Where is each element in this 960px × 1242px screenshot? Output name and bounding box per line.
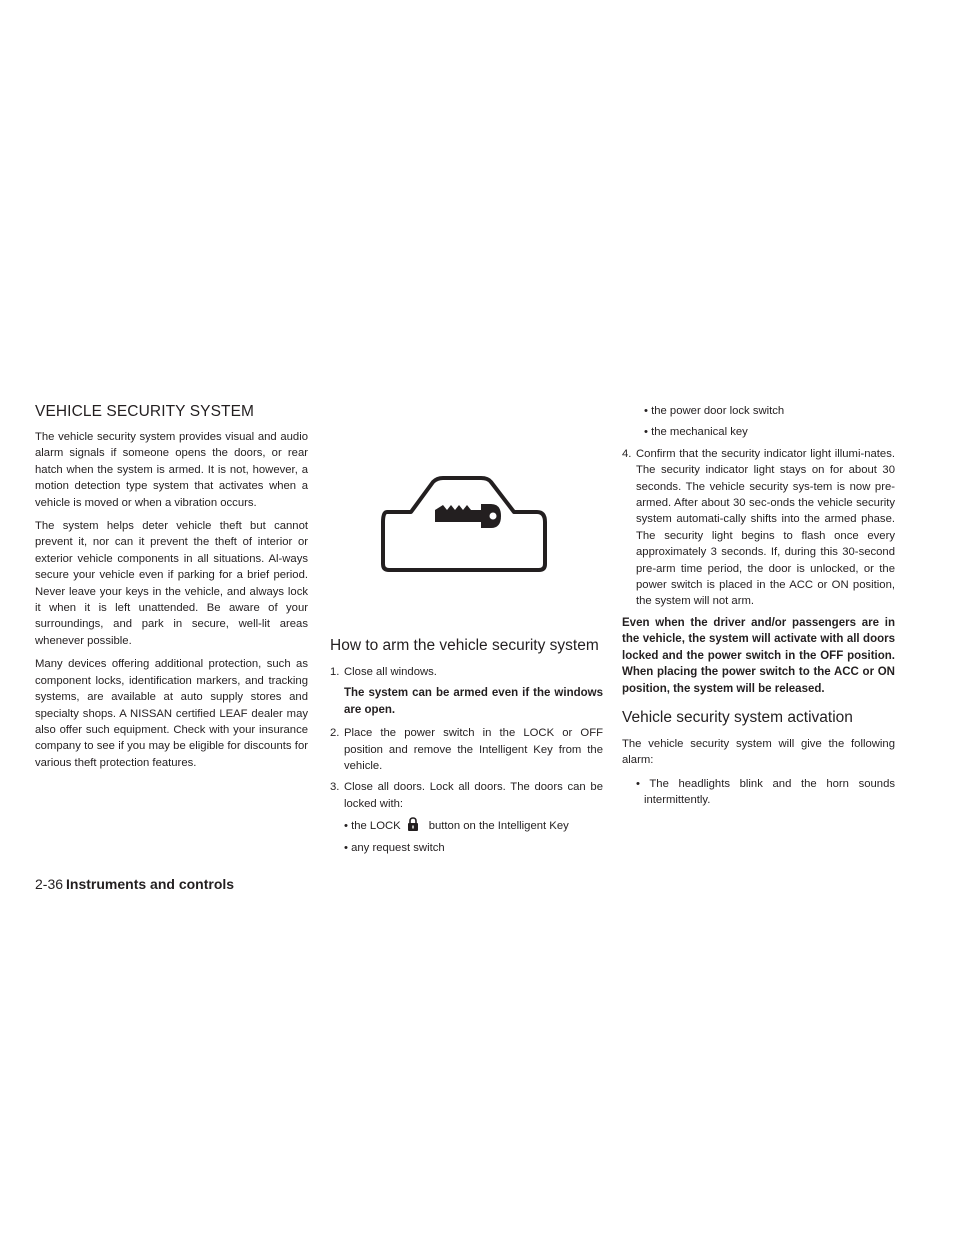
paragraph: Many devices offering additional protection, such as component locks, identification markers, and tracking systems, are available at auto supply stores and specialty shops. A NISSAN certified LEAF dealer may also offer such equipment. Check with your insurance company to see if you may be eligible for discounts for various theft protection features. (35, 658, 308, 769)
step-number: 1. (330, 666, 340, 678)
step-text: Confirm that the security indicator light illumi-nates. The security indicator light stays on for about 30 seconds. The vehicle security sys-tem is now pre-armed. After about 30 sec-onds the vehicle security system automati-cally shifts into the armed phase. The security light begins to flash once every approximately 3 seconds. If, during this 30-second pre-arm time period, the door is unlocked, or the power switch is placed in the ACC or ON position, the system will not arm. (636, 447, 895, 608)
activation-intro: The vehicle security system will give the following alarm: (622, 737, 895, 767)
step-4 (622, 446, 895, 610)
step-number: 4. (622, 447, 632, 460)
bullet-power: • the power door lock switch (644, 405, 785, 417)
step-3 (330, 779, 603, 812)
paragraph: The vehicle security system provides visual and audio alarm signals if someone opens the doors, or rear hatch when the system is armed. It is not, however, a motion detection type system that activates when a vehicle is moved or when a vibration occurs. (35, 431, 308, 509)
step-text: Close all doors. Lock all doors. The doors can be locked with: (344, 781, 603, 810)
warning-text: Even when the driver and/or passengers are in the vehicle, the system will activate with all doors locked and the power switch in the OFF position. When placing the power switch to the ACC or ON position, the system will be released. (622, 616, 895, 695)
paragraph: The system helps deter vehicle theft but cannot prevent it, nor can it prevent the theft of interior or exterior vehicle components in all situations. Al-ways secure your vehicle even if parking for a brief period. Never leave your keys in the vehicle, and always lock it when it is left unattended. Be aware of your surroundings, and park in secure, well-lit areas whenever possible. (35, 520, 308, 647)
step-number: 2. (330, 727, 340, 740)
column-1 (35, 403, 308, 778)
column-3 (622, 403, 895, 814)
bullet-request: • any request switch (344, 841, 445, 854)
bullet-lock (330, 817, 603, 834)
activation-bullet: • The headlights blink and the horn sounds intermittently. (636, 777, 895, 807)
bullet-mech: • the mechanical key (644, 426, 748, 439)
bullet-lock-text-b: button on the Intelligent Key (428, 820, 569, 833)
step-text: Close all windows. (344, 666, 437, 678)
car-key-indicator-icon (373, 470, 553, 575)
step-1-note: The system can be armed even if the windows are open. (344, 687, 603, 716)
page-footer (35, 876, 234, 892)
arm-heading: How to arm the vehicle security system (330, 637, 599, 654)
activation-heading: Vehicle security system activation (622, 708, 853, 726)
bullet-lock-text-a: • the LOCK (344, 820, 401, 833)
page-number: 2-36 (35, 876, 64, 892)
section-title: VEHICLE SECURITY SYSTEM (35, 403, 255, 420)
step-2 (330, 725, 603, 774)
column-2 (330, 637, 603, 861)
step-text: Place the power switch in the LOCK or OFF position and remove the Intelligent Key from the vehicle. (344, 727, 603, 773)
step-number: 3. (330, 781, 340, 794)
chapter-title: Instruments and controls (66, 876, 235, 892)
step-1 (330, 664, 603, 680)
lock-icon (407, 817, 419, 831)
